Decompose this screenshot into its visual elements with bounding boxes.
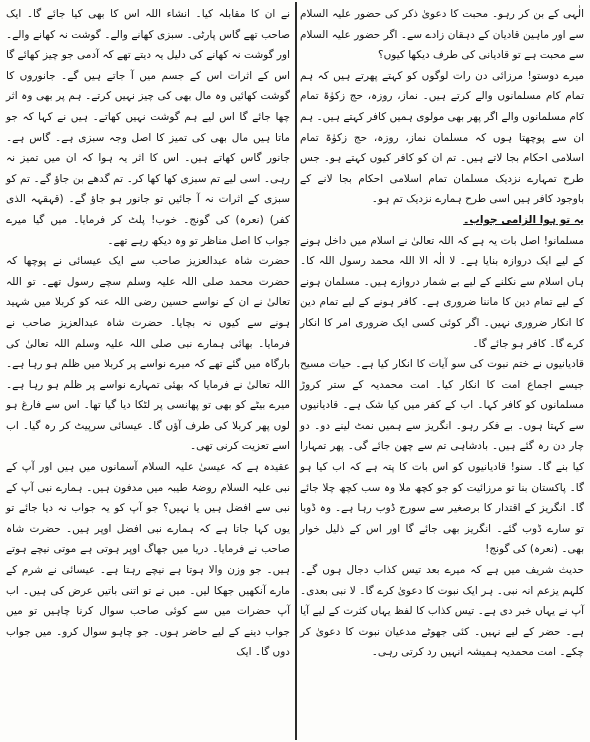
left-paragraph-2: حضرت شاہ عبدالعزیز صاحب سے ایک عیسائی نے پوچھا کہ حضرت محمد صلی اللہ علیہ وسلم سچے رسول تھے۔ تو اللہ تعالیٰ نے ان کے نواسے حسین رضی اللہ عنہ کو کربلا میں شہید ہونے سے کیوں نہ بچایا۔ حضرت شاہ عبدالعزیز صاحب نے فرمایا۔ بھائی ہمارے نبی صلی اللہ علیہ وسلم اللہ تعالیٰ کی بارگاہ میں گئے تھے کہ میرے نواسے پر کربلا میں ظلم ہو رہا ہے۔ اللہ تعالیٰ نے فرمایا کہ بھئی تمہارے نواسے پر ظلم ہو رہا ہے۔ میرے بیٹے کو بھی تو پھانسی پر لٹکا دیا گیا تھا۔ اس سے فارغ ہو لوں پھر کربلا کی طرف آؤں گا۔ عیسائی سرپیٹ کر رہ گیا۔ اب اسے تعزیت کرنی تھی۔ <box>6 255 290 453</box>
right-paragraph-1: الٰہی کے بن کر رہو۔ محبت کا دعویٰ ذکر کی حضور علیہ السلام سے اور ماہین قادیان کے دہقان زادے سے۔ اگر حضور علیہ السلام سے محبت ہے تو قادیانی کی طرف دیکھا کیوں؟ <box>300 8 584 62</box>
right-paragraph-5: قادیانیوں نے ختم نبوت کی سو آیات کا انکار کیا ہے۔ حیات مسیح جیسے اجماع امت کا انکار کیا۔ امت محمدیہ کے ستر کروڑ مسلمانوں کو کافر کہا۔ اب کے کفر میں کیا شک ہے۔ قادیانیوں سے کہتا ہوں۔ بے فکر رہو۔ انگریز سے ہمیں نمٹ لینے دو۔ دو چار دن رہ گئے ہیں۔ بادشاہی تم سے چھن جائے گی۔ پھر تمہارا کیا بنے گا۔ سنو! قادیانیوں کو اس بات کا پتہ ہے کہ اب کیا ہو گا۔ پاکستان بنا تو مرزائیت کو جو کچھ ملا وہ سب کچھ چلا جائے گا۔ انگریز کے اقتدار کا برصغیر سے سورج ڈوب رہا ہے۔ وہ ڈوبا تو سارے ڈوب گئے۔ انگریز بھی جائے گا اور اس کے ذلیل خوار بھی۔ (نعرہ) کی گونج! <box>300 358 584 556</box>
left-paragraph-3: عقیدہ ہے کہ عیسیٰ علیہ السلام آسمانوں میں ہیں اور آپ کے نبی علیہ السلام روضۂ طیبہ میں مدفون ہیں۔ ہمارے نبی آپ کے نبی سے افضل ہیں یا نہیں؟ جو آپ کو یہ جواب نہ دیا جائے تو یوں کہا جاتا ہے کہ ہمارے نبی افضل اوپر ہیں۔ حضرت شاہ صاحب نے فرمایا۔ دریا میں جھاگ اوپر ہوتی ہے موتی نیچے ہوتے ہیں۔ جو وزن والا ہوتا ہے نیچے رہتا ہے۔ عیسائی نے شرم کے مارے آنکھیں جھکا لیں۔ میں نے تو اتنی باتیں عرض کی ہیں۔ اب آپ حضرات میں سے کوئی صاحب سوال کرنا چاہیں تو میں جواب دینے کے لیے حاضر ہوں۔ جو چاہو سوال کرو۔ میں جواب دوں گا۔ ایک <box>6 461 290 659</box>
right-paragraph-6: حدیث شریف میں ہے کہ میرے بعد تیس کذاب دجال ہوں گے۔ کلہم یزعم انہ نبی۔ ہر ایک نبوت کا دعویٰ کرے گا۔ لا نبی بعدی۔ آپ نے یہاں خبر دی ہے۔ تیس کذاب کا لفظ یہاں کثرت کے لیے آیا ہے۔ حضر کے لیے نہیں۔ کئی جھوٹے مدعیان نبوت کا دعویٰ کر چکے۔ امت محمدیہ ہمیشہ انہیں رد کرتی رہی۔ <box>300 564 584 659</box>
left-paragraph-1: نے ان کا مقابلہ کیا۔ انشاء اللہ اس کا بھی کیا جائے گا۔ ایک صاحب تھے گاس پارٹی۔ سبزی کھانے والے۔ گوشت نہ کھانے والے۔ اور گوشت نہ کھانے کی دلیل یہ دیتے تھے کہ آدمی جو چیز کھائے گا اس کے اثرات اس کے جسم میں آ جاتے ہیں گے۔ جانوروں کا گوشت کھائیں وہ مال بھی کی چیز نہیں کرتے۔ ہم پر بھی وہ اثر چھا جائے گا اس لیے ہم گوشت نہیں کھاتے۔ ہیں نے کہا کہ جو ماتا ہیں مال بھی کی تمیز کا اصل وجہ سبزی ہے۔ گاس ہے۔ جانور گاس کھاتے ہیں۔ اس کا اثر یہ ہوا کہ ان میں تمیز نہ رہی۔ اسی لیے تم سبزی کھا کھا کر۔ تم گدھے بن جاؤ گے۔ تم کو سبزی کے اثرات نہ آ جائیں تو جانور ہو جاؤ گے۔ (قہقہہ الذی کفر) (نعرہ) کی گونج۔ خوب! پلٹ کر فرمایا۔ میں گیا میرے جواب کا اصل مناظر تو وہ دیکھ رہے تھے۔ <box>6 8 290 247</box>
right-paragraph-4: مسلمانو! اصل بات یہ ہے کہ اللہ تعالیٰ نے اسلام میں داخل ہونے کے لیے ایک دروازہ بنایا ہے۔ لا الٰہ الا اللہ محمد رسول اللہ کا۔ ہاں اسلام سے نکلنے کے لیے بے شمار دروازے ہیں۔ مسلمان ہونے کے لیے تمام دین کا ماننا ضروری ہے۔ کافر ہونے کے لیے تمام دین کا انکار ضروری نہیں۔ اگر کوئی کسی ایک ضروری امر کا انکار کرے گا۔ کافر ہو جائے گا۔ <box>300 234 584 350</box>
left-text-column <box>6 4 290 738</box>
column-divider <box>295 2 297 740</box>
right-text-column <box>300 4 584 738</box>
right-heading-3: یہ تو ہوا الزامی جواب۔ <box>463 213 584 226</box>
right-paragraph-2: میرے دوستو! مرزائی دن رات لوگوں کو کہتے پھرتے ہیں کہ ہم تمام کام مسلمانوں والے کرتے ہیں۔ نماز، روزہ، حج زکوٰۃ تمام کام مسلمانوں والے اگر پھر بھی مولوی ہمیں کافر کہتے ہیں۔ ہم ان سے پوچھتا ہوں کہ مسلمان نماز، روزہ، حج زکوٰۃ تمام اسلامی احکام بجا لاتے ہیں۔ تم ان کو کافر کیوں کہتے ہو۔ جس طرح تمہارے نزدیک مسلمان تمام اسلامی احکام بجا لانے کے باوجود کافر ہیں اسی طرح ہمارے نزدیک تم ہو۔ <box>300 69 584 206</box>
